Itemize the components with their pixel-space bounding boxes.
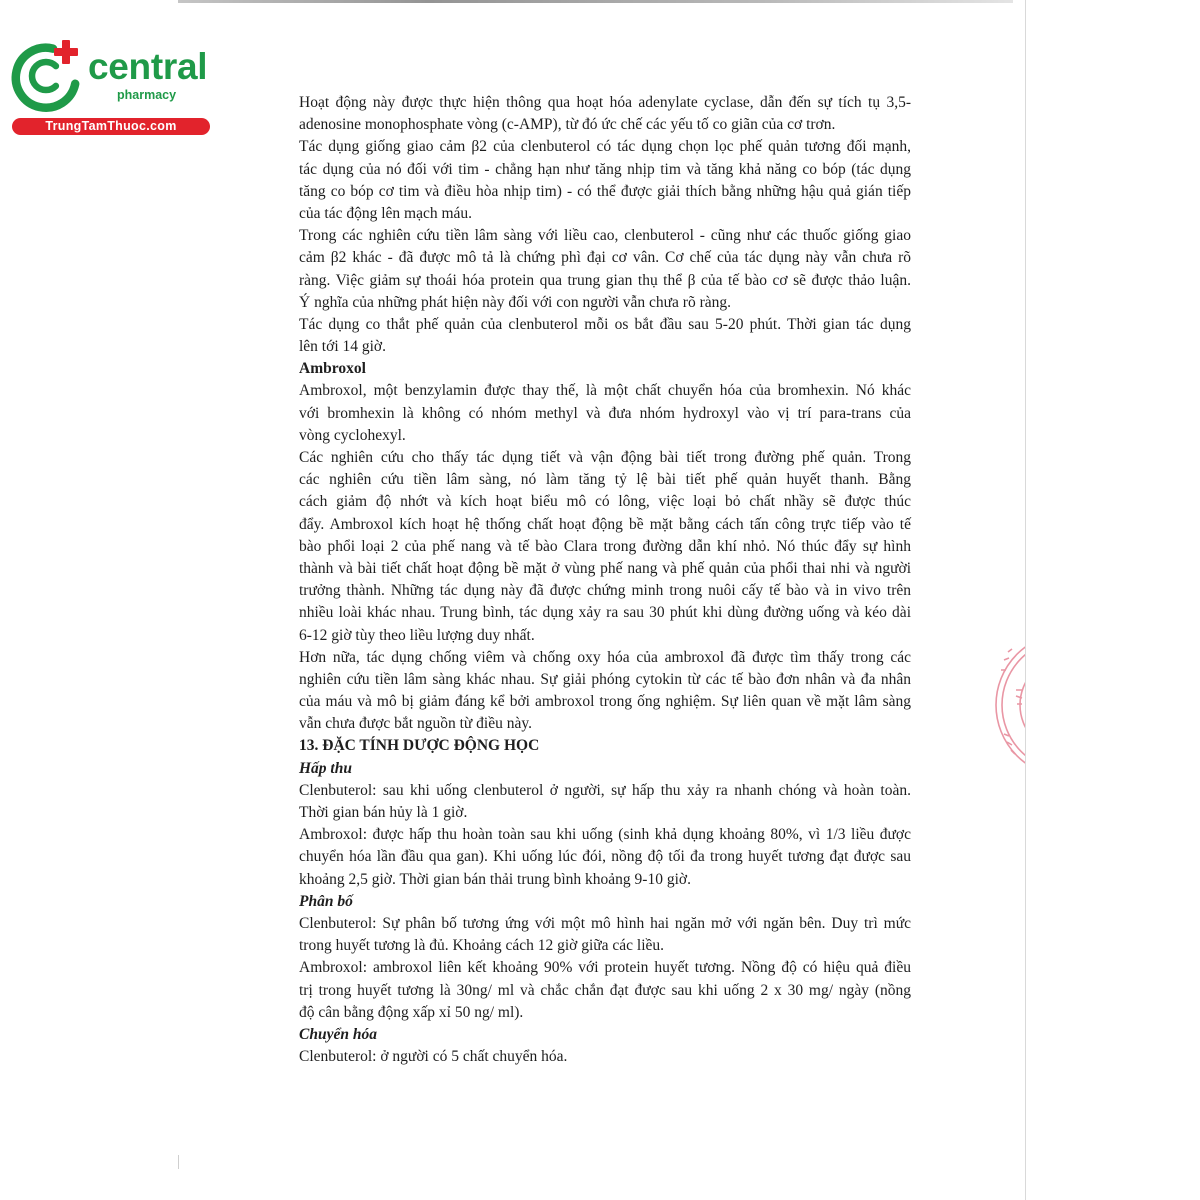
line-text: ràng. Việc giảm sự thoái hóa protein qua trung gian thụ thể β của tế bào cơ sẽ được thảo luận. bbox=[299, 271, 911, 289]
paragraph-line bbox=[299, 647, 911, 669]
line-text: cách giảm độ nhớt và kích hoạt biểu mô có lông, việc loại bỏ chất nhầy sẽ được thúc bbox=[299, 493, 911, 511]
paragraph-line bbox=[299, 846, 911, 868]
line-text: của tác động lên mạch máu. bbox=[299, 204, 473, 222]
paragraph-line bbox=[299, 292, 911, 314]
line-text: Clenbuterol: ở người có 5 chất chuyển hóa. bbox=[299, 1048, 568, 1066]
line-text: của máu và mô bị giảm đáng kể bởi ambroxol trong ống nghiệm. Sự liên quan về mặt lâm sàng bbox=[299, 693, 911, 711]
paragraph-line bbox=[299, 425, 911, 447]
paragraph-line bbox=[299, 558, 911, 580]
paragraph-line bbox=[299, 203, 911, 225]
line-text: tăng co bóp cơ tim và điều hòa nhịp tim) - có thể được giải thích bằng những hậu quả gián tiếp bbox=[299, 182, 911, 200]
paragraph-line bbox=[299, 447, 911, 469]
scan-left-mark bbox=[178, 1155, 179, 1169]
paragraph-line bbox=[299, 602, 911, 624]
paragraph-line bbox=[299, 380, 911, 402]
paragraph-line bbox=[299, 1002, 911, 1024]
line-text: Ambroxol, một benzylamin được thay thế, là một chất chuyển hóa của bromhexin. Nó khác bbox=[299, 382, 911, 400]
paragraph-line bbox=[299, 669, 911, 691]
paragraph-line bbox=[299, 469, 911, 491]
subheading bbox=[299, 891, 911, 913]
paragraph-line bbox=[299, 247, 911, 269]
line-text: với bromhexin là không có nhóm methyl và đưa nhóm hydroxyl vào vị trí para-trans của bbox=[299, 404, 911, 422]
official-stamp bbox=[990, 630, 1025, 780]
paragraph-line bbox=[299, 136, 911, 158]
line-text: Chuyển hóa bbox=[299, 1025, 377, 1043]
paragraph-line bbox=[299, 114, 911, 136]
line-text: 13. ĐẶC TÍNH DƯỢC ĐỘNG HỌC bbox=[299, 737, 540, 755]
line-text: các nghiên cứu tiền lâm sàng, nó làm tăng tỷ lệ bài tiết phế quản huyết thanh. Bằng bbox=[299, 471, 911, 489]
line-text: Hấp thu bbox=[299, 759, 352, 777]
paragraph-line bbox=[299, 913, 911, 935]
paragraph-line bbox=[299, 580, 911, 602]
paragraph-line bbox=[299, 957, 911, 979]
line-text: Các nghiên cứu cho thấy tác dụng tiết và vận động bài tiết trong đường phế quản. Trong bbox=[299, 449, 911, 466]
line-text: vòng cyclohexyl. bbox=[299, 426, 406, 444]
line-text: thành và bài tiết chất hoạt động bề mặt ở vùng phế nang và phế quản của phổi thai nhi và người bbox=[299, 559, 911, 577]
line-text: Ambroxol bbox=[299, 360, 366, 378]
line-text: trưởng thành. Những tác dụng này đã được chứng minh trong nuôi cấy tế bào và in vivo trên bbox=[299, 582, 911, 600]
line-text: Ambroxol: ambroxol liên kết khoảng 90% với protein huyết tương. Nồng độ có hiệu quả điều bbox=[299, 959, 911, 977]
line-text: adenosine monophosphate vòng (c-AMP), từ đó ức chế các yếu tố co giãn của cơ trơn. bbox=[299, 116, 836, 134]
line-text: Hơn nữa, tác dụng chống viêm và chống oxy hóa của ambroxol đã được tìm thấy trong các bbox=[299, 648, 911, 666]
paragraph-line bbox=[299, 403, 911, 425]
paragraph-line bbox=[299, 980, 911, 1002]
paragraph-line bbox=[299, 691, 911, 713]
line-text: độ cân bằng động xấp xỉ 50 ng/ ml). bbox=[299, 1003, 524, 1021]
section-heading bbox=[299, 735, 911, 757]
line-text: tác dụng của nó đối với tim - chẳng hạn như tăng nhịp tim và tăng khả năng co bóp (tác dụng bbox=[299, 160, 911, 178]
line-text: Tác dụng co thắt phế quản của clenbuterol mỗi os bắt đầu sau 5-20 phút. Thời gian tác dụng bbox=[299, 315, 911, 333]
line-text: Tác dụng giống giao cảm β2 của clenbuterol có tác dụng chọn lọc phế quản tương đối mạnh, bbox=[299, 138, 911, 156]
paragraph-line bbox=[299, 869, 911, 891]
paragraph-line bbox=[299, 536, 911, 558]
line-text: Ambroxol: được hấp thu hoàn toàn sau khi uống (sinh khả dụng khoảng 80%, vì 1/3 liều được bbox=[299, 826, 911, 844]
page-right-edge bbox=[1025, 0, 1026, 1200]
paragraph-line bbox=[299, 802, 911, 824]
line-text: Clenbuterol: Sự phân bố tương ứng với một mô hình hai ngăn mở với ngăn bên. Duy trì mức bbox=[299, 914, 911, 932]
subheading bbox=[299, 758, 911, 780]
line-text: Clenbuterol: sau khi uống clenbuterol ở người, sự hấp thu xảy ra nhanh chóng và hoàn toàn. bbox=[299, 781, 911, 799]
line-text: Hoạt động này được thực hiện thông qua hoạt hóa adenylate cyclase, dẫn đến sự tích tụ 3,5- bbox=[299, 94, 911, 111]
line-text: Trong các nghiên cứu tiền lâm sàng với liều cao, clenbuterol - cũng như các thuốc giống giao bbox=[299, 227, 911, 245]
pharmacy-cross-icon bbox=[8, 36, 86, 116]
paragraph-line bbox=[299, 225, 911, 247]
heading bbox=[299, 358, 911, 380]
line-text: nhiều loài khác nhau. Trung bình, tác dụng xảy ra sau 30 phút khi dùng đường uống và kéo dài bbox=[299, 604, 911, 622]
line-text: trị trong huyết tương là 30ng/ ml và chắc chắn đạt được sau khi uống 2 x 30 mg/ ngày (nồng bbox=[299, 981, 911, 999]
brand-logo[interactable] bbox=[0, 0, 230, 140]
paragraph-line bbox=[299, 181, 911, 203]
line-text: Phân bố bbox=[299, 892, 353, 910]
paragraph-line bbox=[299, 314, 911, 336]
line-text: Ý nghĩa của những phát hiện này đối với con người vẫn chưa rõ ràng. bbox=[299, 293, 732, 311]
line-text: đẩy. Ambroxol kích hoạt hệ thống chất hoạt động bề mặt bằng cách tấn công trực tiếp vào tế bbox=[299, 515, 911, 533]
paragraph-line bbox=[299, 1046, 911, 1068]
line-text: chuyển hóa lần đầu qua gan). Khi uống lúc đói, nồng độ tối đa trong huyết tương đạt được sau bbox=[299, 848, 911, 866]
paragraph-line bbox=[299, 935, 911, 957]
line-text: 6-12 giờ tùy theo liều lượng duy nhất. bbox=[299, 626, 535, 644]
line-text: vẫn chưa được bắt nguồn từ điều này. bbox=[299, 715, 532, 733]
line-text: trong huyết tương là đủ. Khoảng cách 12 giờ giữa các liều. bbox=[299, 937, 665, 955]
document-body bbox=[299, 92, 911, 1068]
brand-subtitle: pharmacy bbox=[117, 88, 177, 102]
paragraph-line bbox=[299, 625, 911, 647]
line-text: nghiên cứu tiền lâm sàng khác nhau. Sự giải phóng cytokin từ các tế bào đơn nhân và đa nhân bbox=[299, 670, 911, 688]
line-text: lên tới 14 giờ. bbox=[299, 338, 386, 356]
paragraph-line bbox=[299, 514, 911, 536]
scan-top-edge bbox=[178, 0, 1013, 3]
line-text: bào phổi loại 2 của phế nang và tế bào Clara trong đường dẫn khí nhỏ. Nó thúc đẩy sự hình bbox=[299, 537, 911, 555]
brand-website-badge[interactable]: TrungTamThuoc.com bbox=[12, 118, 210, 135]
paragraph-line bbox=[299, 159, 911, 181]
paragraph-line bbox=[299, 713, 911, 735]
line-text: khoảng 2,5 giờ. Thời gian bán thải trung bình khoảng 9-10 giờ. bbox=[299, 870, 691, 888]
paragraph-line bbox=[299, 491, 911, 513]
line-text: Thời gian bán hủy là 1 giờ. bbox=[299, 804, 468, 821]
paragraph-line bbox=[299, 824, 911, 846]
paragraph-line bbox=[299, 780, 911, 802]
paragraph-line bbox=[299, 92, 911, 114]
paragraph-line bbox=[299, 270, 911, 292]
line-text: cảm β2 khác - đã được mô tả là chứng phì đại cơ vân. Cơ chế của tác dụng này vẫn chưa rõ bbox=[299, 249, 911, 267]
subheading bbox=[299, 1024, 911, 1046]
brand-name: central bbox=[88, 46, 208, 87]
paragraph-line bbox=[299, 336, 911, 358]
